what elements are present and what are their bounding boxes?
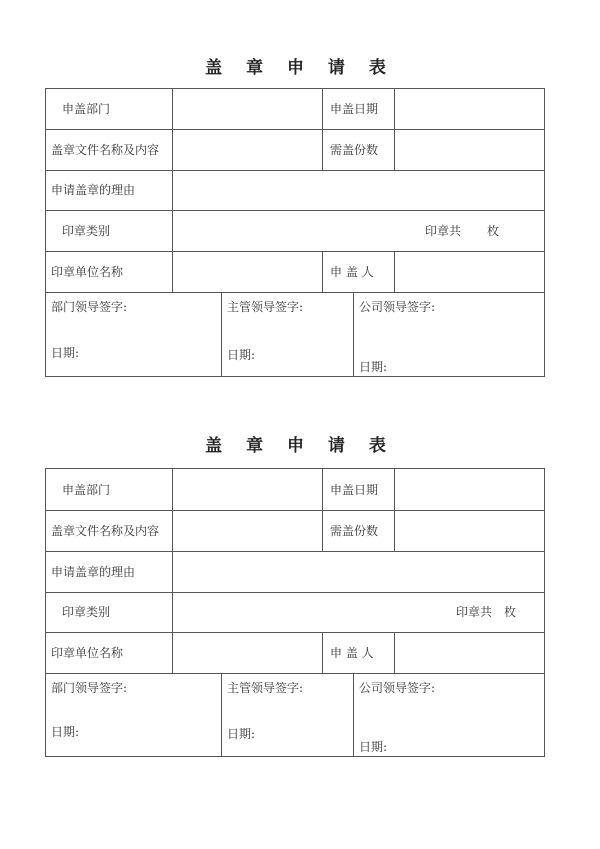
divider	[394, 469, 395, 551]
divider	[46, 129, 544, 130]
applicant-label: 申 盖 人	[330, 265, 374, 279]
divider	[46, 292, 544, 293]
applicant-label: 申 盖 人	[330, 646, 374, 660]
seal-application-form-2	[0, 434, 600, 754]
divider	[172, 469, 173, 673]
divider	[172, 89, 173, 292]
divider	[394, 251, 395, 292]
form-title: 盖 章 申 请 表	[205, 58, 395, 78]
supervisor-signature-label: 主管领导签字:	[227, 681, 304, 695]
divider	[322, 89, 323, 170]
divider	[394, 89, 395, 170]
doc-name-label: 盖章文件名称及内容	[51, 143, 160, 157]
apply-date-label: 申盖日期	[330, 102, 379, 116]
company-leader-signature-label: 公司领导签字:	[359, 681, 436, 695]
form-title: 盖 章 申 请 表	[205, 436, 395, 456]
supervisor-signature-label: 主管领导签字:	[227, 300, 304, 314]
date-label: 日期:	[359, 360, 388, 374]
divider	[46, 510, 544, 511]
divider	[46, 673, 544, 674]
divider	[46, 592, 544, 593]
date-label: 日期:	[359, 740, 388, 754]
seal-type-label: 印章类别	[62, 605, 111, 619]
reason-label: 申请盖章的理由	[51, 565, 136, 579]
date-label: 日期:	[227, 348, 256, 362]
seal-type-label: 印章类别	[62, 224, 111, 238]
company-leader-signature-label: 公司领导签字:	[359, 300, 436, 314]
divider	[46, 251, 544, 252]
divider	[46, 210, 544, 211]
divider	[322, 632, 323, 673]
doc-name-label: 盖章文件名称及内容	[51, 524, 160, 538]
divider	[322, 251, 323, 292]
seal-unit-label: 枚	[504, 605, 517, 619]
divider	[221, 673, 222, 757]
seal-application-form-1	[0, 56, 600, 374]
divider	[353, 292, 354, 377]
apply-dept-label: 申盖部门	[62, 483, 111, 497]
date-label: 日期:	[51, 725, 80, 739]
divider	[394, 632, 395, 673]
divider	[353, 673, 354, 757]
seal-org-label: 印章单位名称	[51, 646, 124, 660]
divider	[46, 632, 544, 633]
form-table	[45, 88, 545, 377]
divider	[46, 551, 544, 552]
divider	[221, 292, 222, 377]
date-label: 日期:	[51, 346, 80, 360]
copies-label: 需盖份数	[330, 143, 379, 157]
seal-org-label: 印章单位名称	[51, 265, 124, 279]
copies-label: 需盖份数	[330, 524, 379, 538]
apply-dept-label: 申盖部门	[62, 102, 111, 116]
form-table	[45, 468, 545, 757]
reason-label: 申请盖章的理由	[51, 183, 136, 197]
divider	[322, 469, 323, 551]
date-label: 日期:	[227, 727, 256, 741]
apply-date-label: 申盖日期	[330, 483, 379, 497]
seal-unit-label: 枚	[487, 224, 500, 238]
seal-total-label: 印章共	[456, 605, 493, 619]
divider	[46, 170, 544, 171]
dept-leader-signature-label: 部门领导签字:	[51, 681, 128, 695]
seal-total-label: 印章共	[425, 224, 462, 238]
dept-leader-signature-label: 部门领导签字:	[51, 300, 128, 314]
